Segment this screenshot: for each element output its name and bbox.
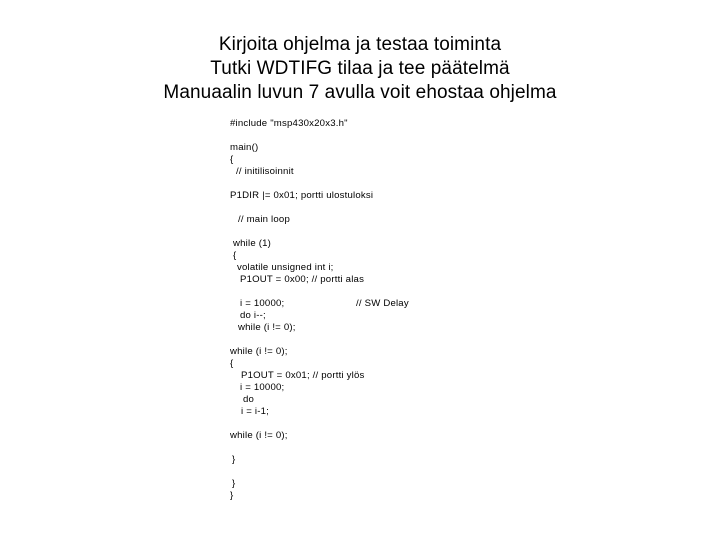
code-while-1: while (1) [233,238,272,249]
code-open-while: { [233,250,237,261]
code-close-1: } [232,454,236,465]
code-p1out-high: P1OUT = 0x01; // portti ylös [241,370,365,381]
code-do-dec: do i--; [240,310,266,321]
code-while-i-2: while (i != 0); [230,346,288,357]
code-main-decl: main() [230,142,259,153]
code-volatile-decl: volatile unsigned int i; [237,262,334,273]
code-while-i-1: while (i != 0); [238,322,296,333]
title-line-1: Kirjoita ohjelma ja testaa toiminta [218,34,502,55]
code-init-comment: // initilisoinnit [236,166,294,177]
code-open-block: { [230,358,234,369]
code-close-3: } [230,490,234,501]
code-p1out-low: P1OUT = 0x00; // portti alas [240,274,365,285]
code-i-minus: i = i-1; [241,406,269,417]
code-p1dir: P1DIR |= 0x01; portti ulostuloksi [230,190,374,201]
code-while-i-3: while (i != 0); [230,430,288,441]
code-i-assign-1: i = 10000; [240,298,285,309]
code-do-keyword: do [243,394,255,405]
code-close-2: } [232,478,236,489]
code-i-assign-2: i = 10000; [240,382,285,393]
code-open-main: { [230,154,234,165]
code-sw-delay-comment: // SW Delay [356,298,409,309]
title-line-3: Manuaalin luvun 7 avulla voit ehostaa ohjelma [163,82,557,103]
title-line-2: Tutki WDTIFG tilaa ja tee päätelmä [210,58,510,79]
code-include: #include "msp430x20x3.h" [230,118,348,129]
code-main-loop-comment: // main loop [238,214,290,225]
